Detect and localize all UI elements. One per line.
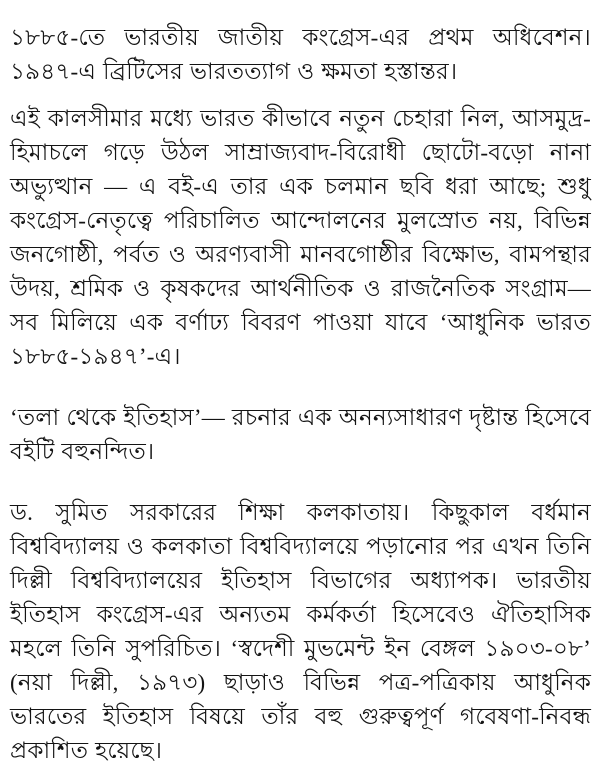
- paragraph-author-bio: ড. সুমিত সরকারের শিক্ষা কলকাতায়। কিছুকাল বর্ধমান বিশ্ববিদ্যালয় ও কলকাতা বিশ্ববিদ্যালয়ে পড়ানোর পর এখন তিনি দিল্লী বিশ্ববিদ্যালয়ের ইতিহাস বিভাগের অধ্যাপক। ভারতীয় ইতিহাস কংগ্রেস-এর অন্যতম কর্মকর্তা হিসেবেও ঐতিহাসিক মহলে তিনি সুপরিচিত। ‘স্বদেশী মুভমেন্ট ইন বেঙ্গল ১৯০৩-০৮’ (নয়া দিল্লী, ১৯৭৩) ছাড়াও বিভিন্ন পত্র-পত্রিকায় আধুনিক ভারতের ইতিহাস বিষয়ে তাঁর বহু গুরুত্বপূর্ণ গবেষণা-নিবন্ধ প্রকাশিত হয়েছে।: [10, 500, 591, 763]
- paragraph-congress-founding: ১৮৮৫-তে ভারতীয় জাতীয় কংগ্রেস-এর প্রথম অধিবেশন। ১৯৪৭-এ ব্রিটিসের ভারতত্যাগ ও ক্ষমতা হস্তান্তর।: [10, 25, 591, 84]
- paragraph-history-from-below: ‘তলা থেকে ইতিহাস’— রচনার এক অনন্যসাধারণ দৃষ্টান্ত হিসেবে বইটি বহুনন্দিত।: [10, 405, 591, 464]
- paragraph-book-description: এই কালসীমার মধ্যে ভারত কীভাবে নতুন চেহারা নিল, আসমুদ্র-হিমাচলে গড়ে উঠল সাম্রাজ্যবাদ-বিরোধী ছোটো-বড়ো নানা অভ্যুত্থান — এ বই-এ তার এক চলমান ছবি ধরা আছে; শুধু কংগ্রেস-নেতৃত্বে পরিচালিত আন্দোলনের মুলস্রোত নয়, বিভিন্ন জনগোষ্ঠী, পর্বত ও অরণ্যবাসী মানবগোষ্ঠীর বিক্ষোভ, বামপন্থার উদয়, শ্রমিক ও কৃষকদের আর্থনীতিক ও রাজনৈতিক সংগ্রাম—সব মিলিয়ে এক বর্ণাঢ্য বিবরণ পাওয়া যাবে ‘আধুনিক ভারত ১৮৮৫-১৯৪৭’-এ।: [10, 106, 591, 369]
